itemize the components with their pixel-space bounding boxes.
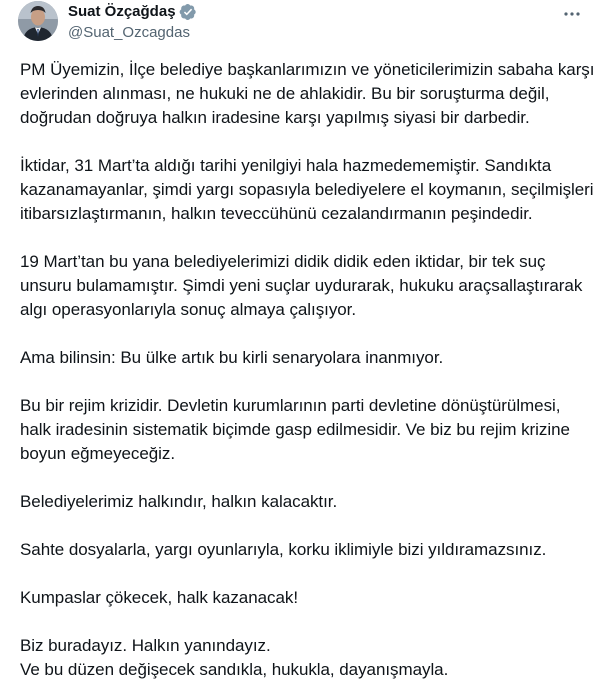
tweet-text-line: unsuru bulamamıştır. Şimdi yeni suçlar uydurarak, hukuku araçsallaştırarak [20,276,583,295]
tweet-text [20,58,595,682]
avatar[interactable] [18,1,58,41]
tweet-text-line: Kumpaslar çökecek, halk kazanacak! [20,588,298,607]
tweet-text-line: PM Üyemizin, İlçe belediye başkanlarımızın ve yöneticilerimizin sabaha karşı [20,60,595,79]
tweet-header [16,0,586,50]
author-name[interactable]: Suat Özçağdaş [68,3,176,20]
tweet-paragraph [20,58,595,130]
tweet-paragraph [20,538,588,562]
tweet-text-line: halk iradesinin sistematik biçimde gasp edilmesidir. Ve biz bu rejim krizine [20,420,570,439]
author-block [68,2,197,43]
tweet-text-line: Belediyelerimiz halkındır, halkın kalacaktır. [20,492,338,511]
verified-badge-icon [179,3,197,21]
tweet-text-line: boyun eğmeyeceğiz. [20,444,176,463]
tweet-paragraph [20,346,588,370]
tweet-text-line: Ve bu düzen değişecek sandıkla, hukukla, dayanışmayla. [20,660,449,679]
tweet-text-line: Ama bilinsin: Bu ülke artık bu kirli senaryolara inanmıyor. [20,348,444,367]
more-options-icon[interactable] [562,4,582,24]
tweet-paragraph [20,586,588,610]
avatar-image [18,1,58,41]
tweet-text-line: İktidar, 31 Mart’ta aldığı tarihi yenilgiyi hala hazmedememiştir. Sandıkta [20,156,552,175]
author-handle[interactable]: @Suat_Ozcagdas [68,24,190,41]
tweet-paragraph [20,634,588,682]
tweet-text-line: 19 Mart’tan bu yana belediyelerimizi didik didik eden iktidar, bir tek suç [20,252,546,271]
tweet-paragraph [20,490,588,514]
tweet-text-line: algı operasyonlarıyla sonuç almaya çalışıyor. [20,300,357,319]
tweet-paragraph [20,154,594,226]
tweet-text-line: kazanamayanlar, şimdi yargı sopasıyla belediyelere el koymanın, seçilmişleri [20,180,594,199]
tweet-text-line: Bu bir rejim krizidir. Devletin kurumlarının parti devletine dönüştürülmesi, [20,396,561,415]
tweet-paragraph [20,250,588,322]
tweet-text-line: Biz buradayız. Halkın yanındayız. [20,636,271,655]
tweet-text-line: Sahte dosyalarla, yargı oyunlarıyla, korku iklimiyle bizi yıldıramazsınız. [20,540,547,559]
tweet-text-line: evlerinden alınması, ne hukuki ne de ahlakidir. Bu bir soruşturma değil, [20,84,550,103]
tweet-paragraph [20,394,588,466]
tweet-text-line: itibarsızlaştırmanın, halkın teveccühünü cezalandırmanın peşindedir. [20,204,533,223]
tweet-text-line: doğrudan doğruya halkın iradesine karşı yapılmış siyasi bir darbedir. [20,108,530,127]
